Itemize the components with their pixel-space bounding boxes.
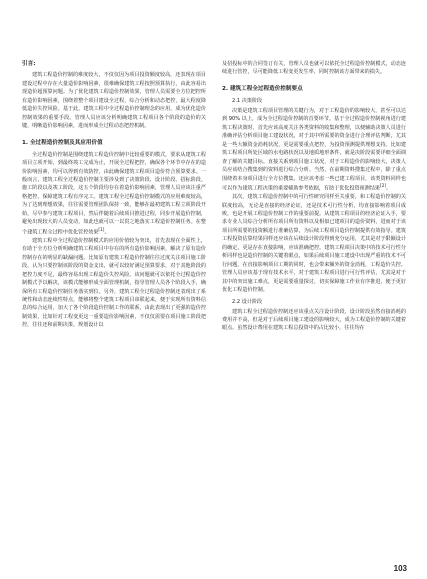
right-column xyxy=(222,60,406,333)
subsection-2-1-paragraph-1-text: 决策是建筑工程项目管理的关键行为，对于工程造价的影响较大，甚至可以达到 90% 以上，成为全过程造价控制的首要环节。基于全过程造价控制视角进行建筑工程决策时，首先应该高度关注各类资料的收集和整理，以便辅助决策人员进行准确评估分析项目施工建设状况，对于其中所需要的资金进行合理评估判断，尤其是一些大额资金消耗状况，更是需要重点把控，为投资预测提供理想支持。比如建筑工程项目所处区域的水电路状况以及地质地形条件，就是决阶段需要详细全面调查了解的关键目标。直接关系到项目施工状况，对于工程造价的影响较大，决策人员应该结合搜集到的资料进行综合分析。当然，在前期资料搜集过程中，除了重点围绕着本身项目进行全方位搜集，还应该考虑一些已建工程项目，该类资料同样也可以作为建筑工程决策的重要辅助参考依据，有助于优化投资预测结果 xyxy=(222,107,406,192)
subsection-2-2-heading: 2.2 设计阶段 xyxy=(232,298,263,305)
left-column xyxy=(22,60,206,330)
section-1-paragraph-2: 建筑工程中全过程造价控制模式的应用价值较为突出，首先表现在全面性上，有助于全方位分析明确建筑工程项目中存在的所有造价影响因素，解决了原有造价控制存在的明显的缺漏问题。比如原有建筑工程造价控制往往过度关注项目施工阶段，认为只要控制该阶段的资金支出，就可以较好满足预算要求，对于其他阶段的把控力度不足，最终容易出现工程造价失控风险。该问题就可以依托全过程造价控制模式予以解决，该模式能够形成全面管理机制，指导管理人员各个阶段入手，确保所有工程造价控制任务落实到位。另外，建筑工程全过程造价控制还表现出了系统性和动态连续性特点，能够将整个建筑工程项目串联起来，便于实现所有资料信息的综合运用，加大了各个阶段造价控制工作的联系，由此表现出了更强的造价控制效果，比如针对工程变更这一重要造价影响因素，不仅仅需要在项目施工阶段把控，往往还和前期决策、规划设计以 xyxy=(22,237,206,329)
citation-2: [2] xyxy=(379,183,386,189)
section-2-heading: 2. 建筑工程全过程造价控制要点 xyxy=(222,85,303,92)
subsection-2-1-paragraph-1: 决策是建筑工程项目管理的关键行为，对于工程造价的影响较大，甚至可以达到 90% 以上，成为全过程造价控制的首要环节。基于全过程造价控制视角进行建筑工程决策时，首先应该高度关注各类资料的收集和整理，以便辅助决策人员进行准确评估分析项目施工建设状况，对于其中所需要的资金进行合理评估判断，尤其是一些大额资金消耗状况，更是需要重点把控，为投资预测提供理想支持。比如建筑工程项目所处区域的水电路状况以及地质地形条件，就是决阶段需要详细全面调查了解的关键目标。直接关系到项目施工状况，对于工程造价的影响较大，决策人员应该结合搜集到的资料进行综合分析。当然，在前期资料搜集过程中，除了重点围绕着本身项目进行全方位搜集，还应该考虑一些已建工程项目，该类资料同样也可以作为建筑工程决策的重要辅助参考依据，有助于优化投资预测结果[2]。 xyxy=(222,107,406,192)
citation-1: [1] xyxy=(98,227,105,233)
intro-heading: 引言: xyxy=(22,61,36,67)
section-1-paragraph-1: 全过程造价控制是围绕建筑工程造价控制中比较重要的模式，要求从建筑工程项目立项开始，到最终竣工完成为止，开展全过程把控，确保各个环节中存在的造价影响因素，均可以得到有效防控，由此确保建筑工程项目造价符合预算要求。一般而言，建筑工程全过程造价控制主要涉及到了决策阶段、设计阶段、招标阶段、施工阶段以及竣工阶段，这五个阶段均存在着造价影响因素，管理人员应该注重严格把控，保障建筑工程有序完工。建筑工程全过程造价控制模式的应用难度较高，为了达到理想效果，往往需要管理团队保持一致，能够在最初建筑工程立项阶段开始，尽早参与建筑工程项目，然后伴随着后续项目推进过程，同步开展造价控制，避免出现较大的人员变动，如此也就可以一以贯之地落实工程造价控制任务。在整个建筑工程全过程中优化管控效果[1]。 xyxy=(22,151,206,236)
section-1-paragraph-1-text: 全过程造价控制是围绕建筑工程造价控制中比较重要的模式，要求从建筑工程项目立项开始，到最终竣工完成为止，开展全过程把控，确保各个环节中存在的造价影响因素，均可以得到有效防控，由此确保建筑工程项目造价符合预算要求。一般而言，建筑工程全过程造价控制主要涉及到了决策阶段、设计阶段、招标阶段、施工阶段以及竣工阶段，这五个阶段均存在着造价影响因素，管理人员应该注重严格把控，保障建筑工程有序完工。建筑工程全过程造价控制模式的应用难度较高，为了达到理想效果，往往需要管理团队保持一致，能够在最初建筑工程立项阶段开始，尽早参与建筑工程项目，然后伴随着后续项目推进过程，同步开展造价控制，避免出现较大的人员变动，如此也就可以一以贯之地落实工程造价控制任务。在整个建筑工程全过程中优化管控效果 xyxy=(22,151,206,236)
page-number: 103 xyxy=(393,564,407,573)
subsection-2-1-paragraph-2: 其次，建筑工程造价控制中的可行性研究同样至关重要，和工程造价控制的关联度较高，无论是直接的经济论证，还是技术可行性分析，均直接影响着项目成败，也是开展工程造价控制工作的重要前提。从建筑工程项目的经济论证入手，要求专业人员综合分析所有项目所有资料以及相似已建项目的造价资料，进而对于该项目所需要的投资额进行准确估算，为后续工程项目造价控制提供有效指导。建筑工程投资估算结果同样还应该在后续设计阶段得到充分运用，尤其是对于限额设计的确定，更是存在直接影响，应该准确把控。建筑工程项目决策中的技术可行性分析同样也是造价控制的关键着眼点，如果后续项目施工建设中出现严重的技术不可行问题，在直接影响项目工期的同时，也会带来额外的资金消耗，工程造价失控。管理人员应该基于现有技术水平，对于建筑工程项目进行可行性评估，尤其是对于其中的突出施工难点，更是需要重量探讨，切实保障施工作业有序推进，便于更好优化工程造价控制。 xyxy=(222,194,406,294)
subsection-2-1-heading: 2.1 决策阶段 xyxy=(232,97,263,104)
subsection-2-2-paragraph: 建筑工程全过程造价控制还应该重点关注设计阶段，设计阶段虽然直接消耗的费用并不高，但是对于后续项目施工建设的影响较大，成为工程造价控制的关键着眼点。虽然设计费用在建筑工程总投资中的占比较小，往往均在 xyxy=(222,308,406,332)
intro-paragraph: 建筑工程造价控制的难度较大，不仅仅因为项目投资额度较高，还表现在项目建设过程中存在大量造价影响因素，很难确保建筑工程按照预算执行，由此容易出现造价超预算问题。为了优化建筑工程造价控制效果，管理人员需要全方位把控所有造价影响因素，围绕着整个项目建设全过程，综合分析和动态把控，最大程度降低造价失控风险。基于此，建筑工程中全过程造价控制理念的应用，成为优化造价控制效果的重要手段。管理人员应该分析明确建筑工程项目各个阶段的造价的关键，明晰造价影响因素，进而形成全过程动态把控机制。 xyxy=(22,72,206,130)
section-1-heading: 1. 全过程造价控制及其应用价值 xyxy=(22,139,103,146)
continued-paragraph: 及招投标中的合同签订有关，管理人员也就可以依托全过程造价控制模式，动态连续进行管控，尽可能降低工程变更发生率，同时控制该方面带来的损失。 xyxy=(222,61,406,76)
